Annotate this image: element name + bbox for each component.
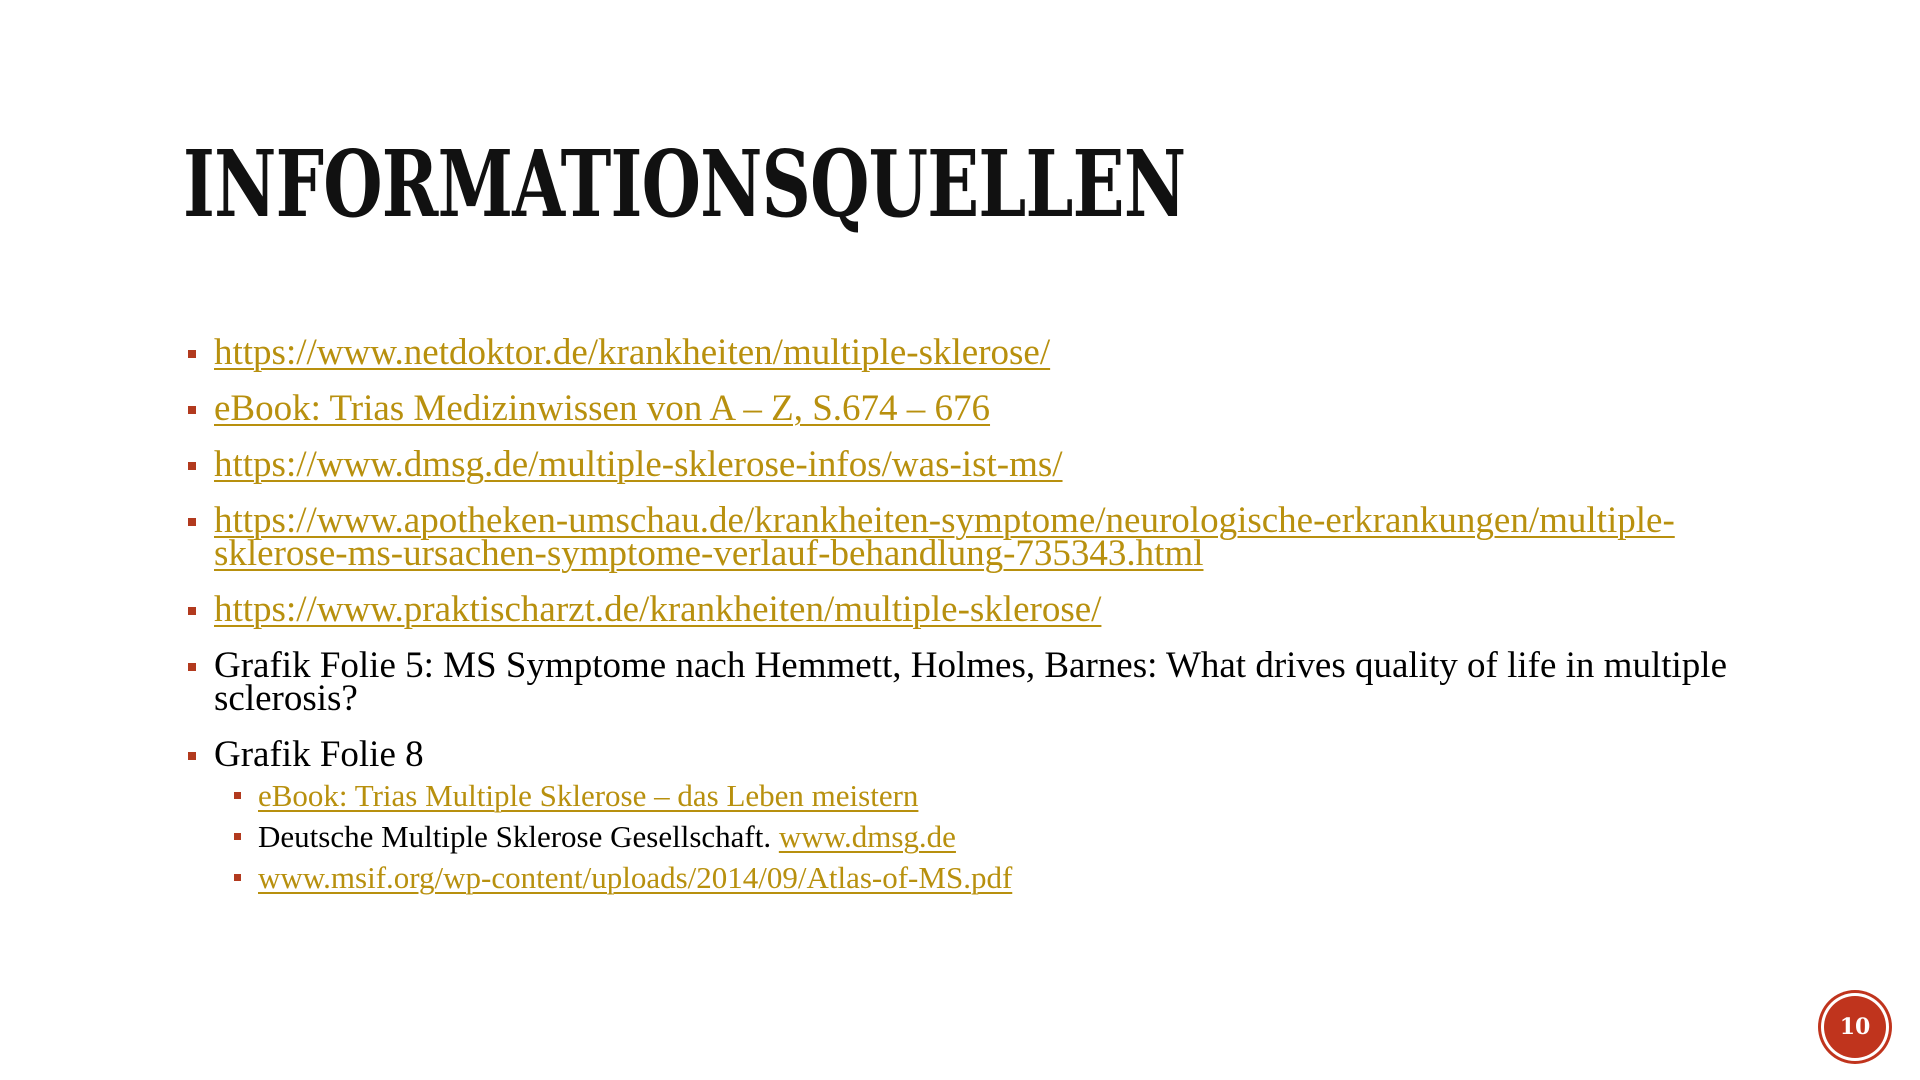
square-bullet-icon bbox=[188, 663, 196, 671]
square-bullet-icon bbox=[188, 406, 196, 414]
source-link-trias-ebook[interactable]: eBook: Trias Medizinwissen von A – Z, S.674 – 676 bbox=[214, 388, 991, 429]
list-item bbox=[186, 444, 1766, 485]
source-link-dmsg-short[interactable]: www.dmsg.de bbox=[778, 819, 956, 854]
square-bullet-icon bbox=[188, 462, 196, 470]
sources-list bbox=[186, 332, 1766, 919]
source-link-praktischarzt[interactable]: https://www.praktischarzt.de/krankheiten/multiple-sklerose/ bbox=[214, 589, 1102, 630]
list-item bbox=[186, 645, 1766, 719]
source-text-grafik-folie-5: Grafik Folie 5: MS Symptome nach Hemmett, Holmes, Barnes: What drives quality of life in multiple sclerosis? bbox=[214, 645, 1727, 719]
list-item bbox=[186, 589, 1766, 630]
sub-list-item bbox=[230, 777, 1766, 814]
square-bullet-icon bbox=[188, 518, 196, 526]
page-number: 10 bbox=[1839, 1014, 1871, 1040]
square-bullet-icon bbox=[234, 833, 241, 840]
list-item bbox=[186, 388, 1766, 429]
list-item bbox=[186, 500, 1766, 574]
list-item bbox=[186, 332, 1766, 373]
sub-list-item bbox=[230, 859, 1766, 896]
square-bullet-icon bbox=[188, 607, 196, 615]
slide-title: INFORMATIONSQUELLEN bbox=[183, 130, 1186, 238]
source-link-dmsg[interactable]: https://www.dmsg.de/multiple-sklerose-infos/was-ist-ms/ bbox=[214, 444, 1063, 485]
source-link-apotheken-umschau[interactable]: https://www.apotheken-umschau.de/krankheiten-symptome/neurologische-erkrankungen/multiple-sklerose-ms-ursachen-symptome-verlauf-behandlung-735343.html bbox=[214, 500, 1675, 574]
source-link-trias-ms-ebook[interactable]: eBook: Trias Multiple Sklerose – das Leben meistern bbox=[258, 778, 919, 813]
page-number-badge bbox=[1824, 996, 1886, 1058]
source-text-grafik-folie-8: Grafik Folie 8 bbox=[214, 734, 424, 775]
square-bullet-icon bbox=[188, 752, 196, 760]
list-item bbox=[186, 734, 1766, 896]
source-link-netdoktor[interactable]: https://www.netdoktor.de/krankheiten/multiple-sklerose/ bbox=[214, 332, 1051, 373]
source-text-dmsg-org: Deutsche Multiple Sklerose Gesellschaft. bbox=[258, 819, 772, 854]
square-bullet-icon bbox=[234, 874, 241, 881]
square-bullet-icon bbox=[188, 350, 196, 358]
sub-list-item bbox=[230, 818, 1766, 855]
square-bullet-icon bbox=[234, 792, 241, 799]
source-link-msif-atlas[interactable]: www.msif.org/wp-content/uploads/2014/09/Atlas-of-MS.pdf bbox=[258, 860, 1013, 895]
sub-sources-list bbox=[230, 777, 1766, 896]
